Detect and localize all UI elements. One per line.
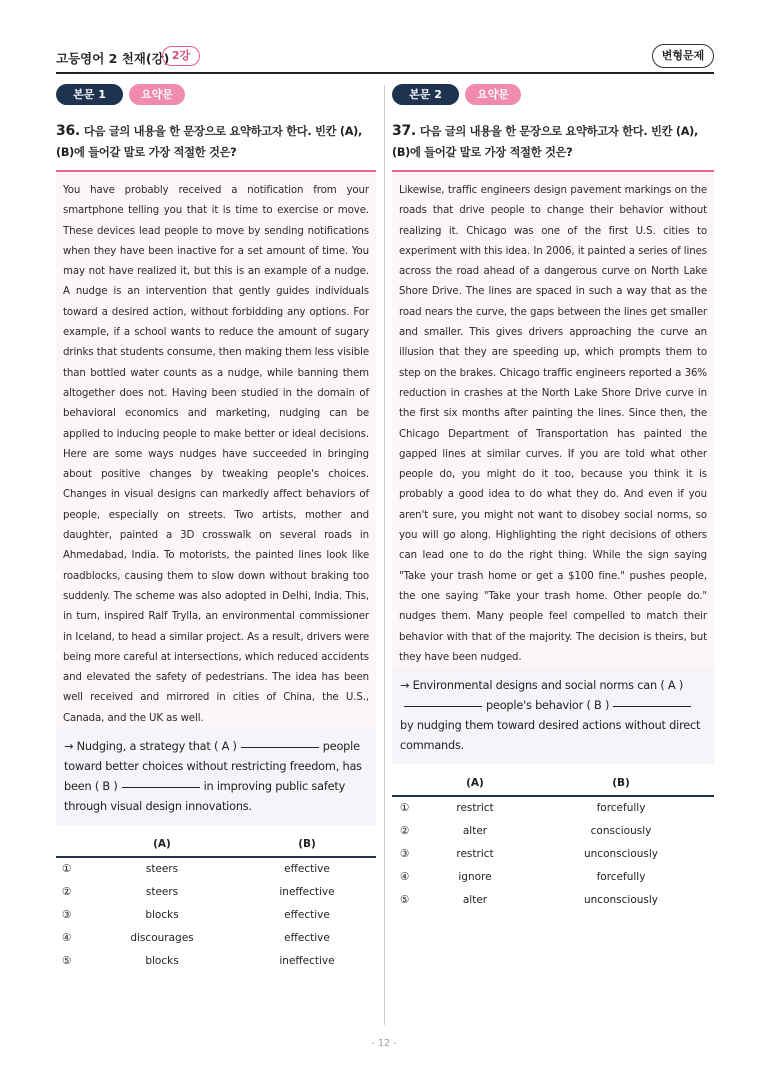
option-row[interactable] — [392, 820, 714, 843]
blank-a — [241, 747, 319, 748]
option-b: unconsciously — [583, 848, 659, 860]
option-number: ① — [62, 863, 72, 875]
answer-options — [56, 828, 376, 973]
summary-part1: → Environmental designs and social norms can ( A ) — [400, 679, 684, 692]
question-text: 다음 글의 내용을 한 문장으로 요약하고자 한다. 빈칸 (A), (B)에 들어갈 말로 가장 적절한 것은? — [392, 125, 698, 159]
answer-options — [392, 767, 714, 912]
col-a-header: (A) — [466, 777, 484, 789]
question-type-badge: 변형문제 — [652, 44, 714, 68]
option-row[interactable] — [392, 797, 714, 820]
summary-tag: 요약문 — [465, 84, 521, 105]
option-number: ④ — [62, 932, 72, 944]
option-a: blocks — [145, 909, 179, 921]
option-row[interactable] — [392, 889, 714, 912]
option-b: unconsciously — [583, 894, 659, 906]
option-a: steers — [145, 863, 179, 875]
blank-b — [613, 706, 691, 707]
summary-box — [392, 668, 714, 764]
summary-part2: people's behavior ( B ) — [486, 699, 610, 712]
option-number: ⑤ — [400, 894, 410, 906]
summary-part2: people toward better choices without restricting freedom, has been ( B ) — [64, 740, 362, 793]
option-a: alter — [462, 894, 488, 906]
passage-tag: 본문 1 — [56, 84, 123, 105]
option-b: forcefully — [596, 802, 646, 814]
option-a: restrict — [456, 848, 494, 860]
blank-b — [122, 787, 200, 788]
option-number: ① — [400, 802, 410, 814]
option-number: ③ — [400, 848, 410, 860]
options-header — [392, 767, 714, 797]
passage-box: Likewise, traffic engineers design pavement markings on the roads that drive people to change their behavior without realizing it. Chicago was one of the first U.S. cities to experiment with this idea. In 2006, it painted a series of lines across the road ahead of a dangerous curve on North Lake Shore Drive. The lines are spaced in such a way that as the road nears the curve, the gaps between the lines get smaller and smaller. This gives drivers approaching the curve an illusion that they are speeding up, which prompts them to step on the brakes. Chicago traffic engineers reported a 36% reduction in crashes at the North Lake Shore Drive curve in the first six months after painting the lines. Since then, the Chicago Department of Transportation has painted the gapped lines at similar curves. If you are told what other people do, you might do it too, because you think it is probably a good idea to do what they do. And even if you aren't sure, you might not want to disobey social norms, so you will go along. Highlighting the right decisions of others can lead one to do the right thing. While the sign saying "Take your trash home or get a $100 fine." pushes people, the one saying "Take your trash home. Other people do." nudges them. Many people feel compelled to match their behavior with that of the majority. The decision is theirs, but they have been nudged. — [392, 170, 714, 678]
question-text: 다음 글의 내용을 한 문장으로 요약하고자 한다. 빈칸 (A), (B)에 들어갈 말로 가장 적절한 것은? — [56, 125, 362, 159]
option-number: ④ — [400, 871, 410, 883]
page-header — [56, 44, 714, 74]
option-a: steers — [145, 886, 179, 898]
options-header — [56, 828, 376, 858]
option-b: consciously — [590, 825, 652, 837]
option-number: ③ — [62, 909, 72, 921]
blank-a — [404, 706, 482, 707]
question-number: 37. — [392, 123, 416, 139]
option-a: restrict — [456, 802, 494, 814]
passage-box: You have probably received a notification from your smartphone telling you that it is time to exercise or move. These devices lead people to move by sending notifications when they have been inactive for a set amount of time. You may not have realized it, but this is an example of a nudge. A nudge is an intervention that gently guides individuals toward a desired action, without forbidding any options. For example, if a school wants to reduce the amount of sugary drinks that students consume, then making them less visible than bottled water counts as a nudge, while banning them altogether does not. Having been studied in the domain of behavioral economics and marketing, nudging can be applied to inducing people to make better or ideal decisions. Here are some ways nudges have succeeded in bringing about positive changes by tweaking people's choices. Changes in visual designs can markedly affect behaviors of people, especially on streets. Two artists, mother and daughter, painted a 3D crosswalk on several roads in Ahmedabad, India. To motorists, the painted lines look like roadblocks, causing them to slow down without braking too suddenly. The scheme was also adopted in Delhi, India. This, in turn, inspired Ralf Trylla, an environmental commissioner in Iceland, to head a similar project. As a result, drivers were being more careful at intersections, which reduced accidents and elevated the safety of pedestrians. The idea has been well received and mirrored in cities of China, the U.S., Canada, and the UK as well. — [56, 170, 376, 739]
option-number: ② — [400, 825, 410, 837]
option-row[interactable] — [392, 843, 714, 866]
summary-part1: → Nudging, a strategy that ( A ) — [64, 740, 237, 753]
option-row[interactable] — [56, 904, 376, 927]
option-number: ⑤ — [62, 955, 72, 967]
option-b: effective — [284, 932, 330, 944]
column-divider — [384, 85, 385, 1025]
option-b: forcefully — [596, 871, 646, 883]
option-row[interactable] — [392, 866, 714, 889]
option-row[interactable] — [56, 881, 376, 904]
passage-tag: 본문 2 — [392, 84, 459, 105]
option-row[interactable] — [56, 858, 376, 881]
option-row[interactable] — [56, 927, 376, 950]
option-a: discourages — [130, 932, 194, 944]
book-title: 고등영어 2 천재(강) — [56, 51, 170, 66]
option-a: blocks — [145, 955, 179, 967]
option-b: ineffective — [279, 886, 335, 898]
option-a: alter — [462, 825, 488, 837]
option-b: ineffective — [279, 955, 335, 967]
col-b-header: (B) — [298, 838, 316, 850]
summary-box — [56, 729, 376, 825]
summary-part3: by nudging them toward desired actions without direct commands. — [400, 719, 701, 752]
summary-tag: 요약문 — [129, 84, 185, 105]
col-a-header: (A) — [153, 838, 171, 850]
page-number: - 12 - — [371, 1038, 397, 1049]
option-number: ② — [62, 886, 72, 898]
col-b-header: (B) — [612, 777, 630, 789]
summary-part3: in improving public safety through visual design innovations. — [64, 780, 346, 813]
lesson-badge: 2강 — [162, 46, 200, 66]
question-number: 36. — [56, 123, 80, 139]
question-37 — [392, 121, 714, 163]
question-36 — [56, 121, 376, 163]
option-b: effective — [284, 863, 330, 875]
option-a: ignore — [458, 871, 492, 883]
option-row[interactable] — [56, 950, 376, 973]
option-b: effective — [284, 909, 330, 921]
